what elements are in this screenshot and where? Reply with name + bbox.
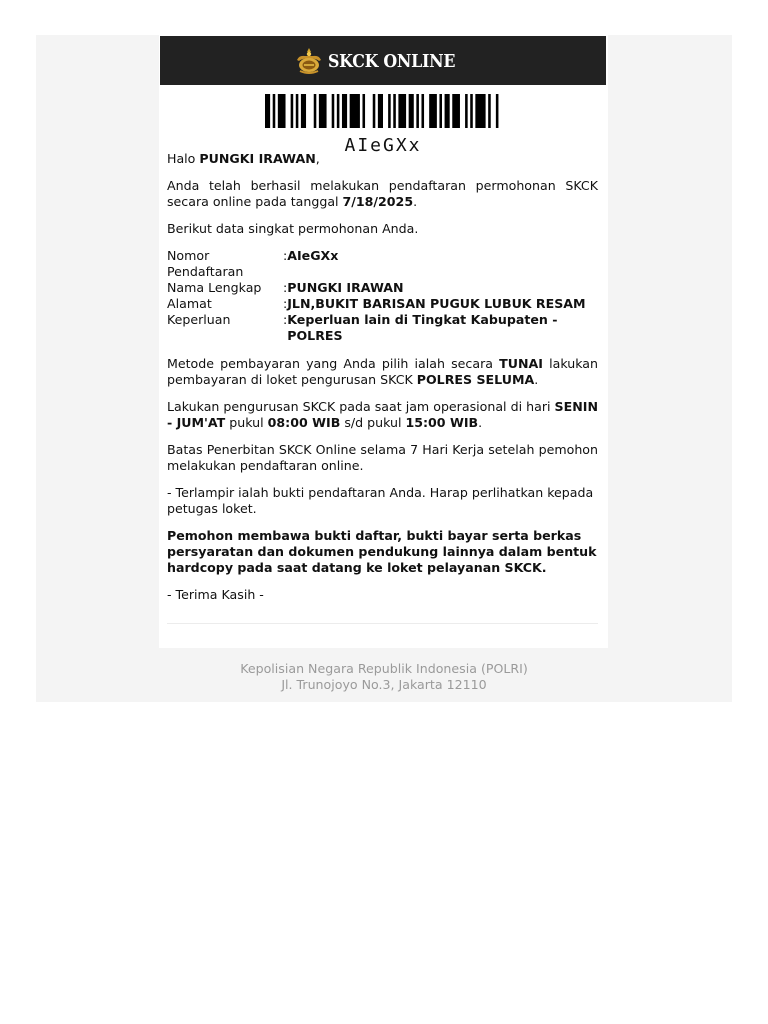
barcode-bar bbox=[393, 94, 396, 128]
registration-barcode bbox=[265, 94, 501, 156]
end-time: 15:00 WIB bbox=[405, 415, 479, 430]
detail-separator: : bbox=[283, 280, 288, 295]
detail-row bbox=[167, 248, 598, 280]
barcode-bar bbox=[337, 94, 340, 128]
barcode-bar bbox=[273, 94, 276, 128]
closing-text: - Terima Kasih - bbox=[167, 587, 264, 602]
barcode-bar bbox=[388, 94, 391, 128]
email-card bbox=[159, 35, 608, 648]
barcode-bar bbox=[265, 94, 270, 128]
email-background bbox=[36, 35, 732, 702]
start-time: 08:00 WIB bbox=[267, 415, 341, 430]
barcode-bars bbox=[265, 94, 501, 128]
barcode-bar bbox=[350, 94, 360, 128]
intro-paragraph: Anda telah berhasil melakukan pendaftaran permohonan SKCK secara online pada tanggal 7/18/2025. bbox=[167, 178, 598, 209]
footer-address: Jl. Trunojoyo No.3, Jakarta 12110 bbox=[281, 677, 487, 692]
attachment-note: - Terlampir ialah bukti pendaftaran Anda. Harap perlihatkan kepada petugas loket. bbox=[167, 485, 594, 516]
footer bbox=[36, 661, 732, 693]
barcode-bar bbox=[445, 94, 450, 128]
detail-value: PUNGKI IRAWAN bbox=[287, 280, 404, 295]
barcode-bar bbox=[291, 94, 294, 128]
barcode-bar bbox=[342, 94, 347, 128]
barcode-bar bbox=[362, 94, 365, 128]
barcode-bar bbox=[416, 94, 419, 128]
payment-location: POLRES SELUMA bbox=[416, 372, 535, 387]
barcode-bar bbox=[373, 94, 376, 128]
detail-label: Alamat bbox=[167, 296, 212, 311]
detail-label: Keperluan bbox=[167, 312, 231, 327]
brand-lockup bbox=[294, 47, 472, 75]
summary-intro: Berikut data singkat permohonan Anda. bbox=[167, 221, 419, 236]
barcode-bar bbox=[439, 94, 442, 128]
barcode-bar bbox=[421, 94, 424, 128]
detail-row bbox=[167, 296, 598, 312]
greeting: Halo PUNGKI IRAWAN, bbox=[167, 151, 320, 166]
polri-emblem-icon bbox=[294, 47, 324, 75]
detail-row bbox=[167, 312, 598, 344]
detail-value: Keperluan lain di Tingkat Kabupaten - POLRES bbox=[287, 312, 558, 343]
barcode-bar bbox=[488, 94, 491, 128]
barcode-bar bbox=[278, 94, 286, 128]
barcode-text: AIeGXx bbox=[344, 135, 422, 156]
schedule-paragraph: Lakukan pengurusan SKCK pada saat jam operasional di hari SENIN - JUM'AT pukul 08:00 WIB s/d pukul 15:00 WIB. bbox=[167, 399, 598, 430]
recipient-name: PUNGKI IRAWAN bbox=[199, 151, 316, 166]
barcode-bar bbox=[332, 94, 335, 128]
detail-separator: : bbox=[283, 312, 288, 327]
footer-org: Kepolisian Negara Republik Indonesia (POLRI) bbox=[240, 661, 528, 676]
detail-row bbox=[167, 280, 598, 296]
brand-title: SKCK ONLINE bbox=[327, 50, 455, 72]
detail-value: JLN,BUKIT BARISAN PUGUK LUBUK RESAM bbox=[287, 296, 586, 311]
barcode-bar bbox=[301, 94, 306, 128]
barcode-bar bbox=[314, 94, 317, 128]
registration-details bbox=[167, 248, 598, 344]
payment-paragraph: Metode pembayaran yang Anda pilih ialah secara TUNAI lakukan pembayaran di loket pengurusan SKCK POLRES SELUMA. bbox=[167, 356, 598, 387]
detail-separator: : bbox=[283, 248, 288, 263]
registration-date: 7/18/2025 bbox=[342, 194, 414, 209]
barcode-bar bbox=[452, 94, 460, 128]
deadline-paragraph: Batas Penerbitan SKCK Online selama 7 Hari Kerja setelah pemohon melakukan pendaftaran online. bbox=[167, 442, 598, 473]
barcode-bar bbox=[496, 94, 499, 128]
barcode-bar bbox=[470, 94, 473, 128]
payment-method: TUNAI bbox=[499, 356, 543, 371]
email-body bbox=[167, 151, 598, 614]
barcode-bar bbox=[378, 94, 383, 128]
divider bbox=[167, 623, 598, 624]
header-banner bbox=[160, 36, 606, 85]
requirement-note: Pemohon membawa bukti daftar, bukti bayar serta berkas persyaratan dan dokumen pendukung lainnya dalam bentuk hardcopy pada saat datang ke loket pelayanan SKCK. bbox=[167, 528, 597, 575]
barcode-bar bbox=[398, 94, 406, 128]
detail-label: Nomor Pendaftaran bbox=[167, 248, 244, 279]
barcode-bar bbox=[319, 94, 327, 128]
barcode-bar bbox=[409, 94, 414, 128]
detail-separator: : bbox=[283, 296, 288, 311]
barcode-bar bbox=[475, 94, 485, 128]
barcode-bar bbox=[465, 94, 468, 128]
detail-value: AIeGXx bbox=[287, 248, 339, 263]
barcode-bar bbox=[296, 94, 299, 128]
operating-days: SENIN - JUM'AT bbox=[167, 399, 598, 430]
barcode-bar bbox=[429, 94, 437, 128]
detail-label: Nama Lengkap bbox=[167, 280, 262, 295]
